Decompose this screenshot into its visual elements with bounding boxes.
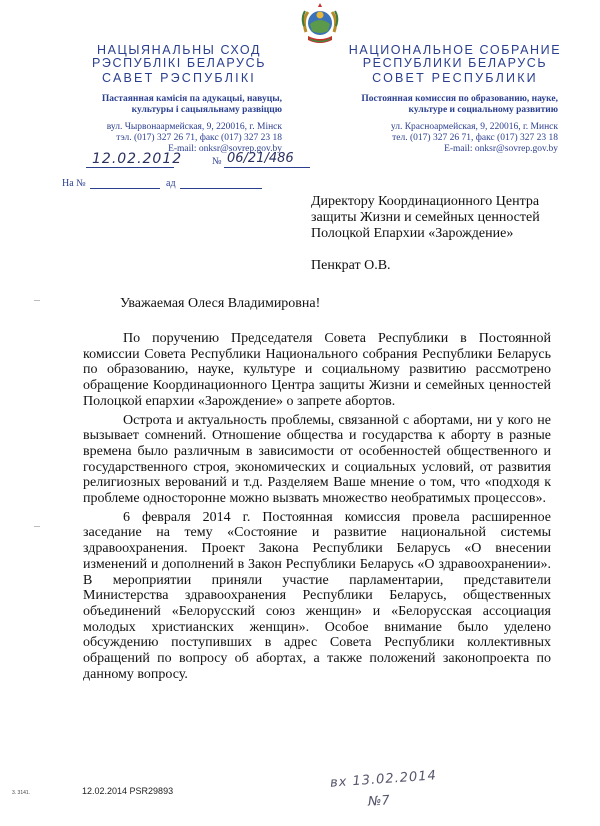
phone: тэл. (017) 327 26 71, факс (017) 327 23 18	[116, 133, 282, 143]
address: ул. Красноармейская, 9, 220016, г. Минск	[390, 122, 558, 132]
number-label: №	[212, 156, 222, 167]
recipient-block	[311, 194, 581, 274]
number-underline	[224, 167, 310, 168]
letterhead-belarusian	[64, 44, 294, 155]
reference-from-label: ад	[166, 178, 176, 189]
address: вул. Чырвонаармейская, 9, 220016, г. Мінск	[106, 122, 282, 132]
paragraph-1: По поручению Председателя Совета Республики в Постоянной комиссии Совета Республики Национального собрания Республики Беларусь по образованию, науке, культуре и социальному развитию рассмотрено обращение Координационного Центра защиты Жизни и семейных ценностей Полоцкой епархии «Зарождение» о запрете абортов.	[83, 331, 551, 409]
org-name-line3: САВЕТ РЭСПУБЛІКІ	[102, 71, 256, 85]
reference-line	[62, 178, 342, 194]
commission-name: Пастаянная камісія па адукацыі, навуцы, культуры і сацыяльнаму развіццю	[101, 94, 282, 115]
reference-underline	[90, 188, 160, 189]
email: E-mail: onksr@sovrep.gov.by	[444, 144, 558, 154]
org-name-line3: СОВЕТ РЕСПУБЛИКИ	[372, 71, 538, 85]
recipient-line3: Полоцкой Епархии «Зарождение»	[311, 226, 514, 241]
org-name-line1: НАЦИОНАЛЬНОЕ СОБРАНИЕ	[348, 43, 562, 57]
document-code: 12.02.2014 PSR29893	[82, 786, 174, 796]
letterhead-russian	[330, 44, 580, 155]
reference-label: На №	[62, 178, 86, 189]
salutation: Уважаемая Олеся Владимировна!	[120, 296, 321, 311]
incoming-stamp-number: №7	[367, 793, 391, 810]
commission-name: Постоянная комиссия по образованию, науке, культуре и социальному развитию	[361, 94, 558, 115]
org-name-line2: РЭСПУБЛІКІ БЕЛАРУСЬ	[91, 56, 267, 70]
phone: тел. (017) 327 26 71, факс (017) 327 23 18	[392, 133, 558, 143]
scan-artifact	[34, 526, 40, 527]
coat-of-arms-emblem	[298, 2, 342, 48]
recipient-line2: защиты Жизни и семейных ценностей	[311, 210, 540, 225]
date-underline	[86, 167, 174, 168]
handwritten-number: 06/21/486	[227, 151, 294, 166]
org-name-line1: НАЦЫЯНАЛЬНЫ СХОД	[96, 43, 262, 57]
paragraph-2: Острота и актуальность проблемы, связанной с абортами, ни у кого не вызывает сомнений. Отношение общества и государства к аборту в разные времена было различным в зависимости от особенностей общественного и государственного строя, экономических и социальных условий, от развития религиозных верований и т.д. Разделяем Ваше мнение о том, что «подходя к проблеме односторонне можно вызвать множество необратимых процессов».	[83, 412, 551, 507]
recipient-name: Пенкрат О.В.	[311, 258, 391, 273]
recipient-line1: Директору Координационного Центра	[311, 194, 540, 209]
email: E-mail: onksr@sovrep.gov.by	[168, 144, 282, 154]
registration-line	[62, 151, 332, 175]
paragraph-3: 6 февраля 2014 г. Постоянная комиссия провела расширенное заседание на тему «Состояние и развитие национальной системы здравоохранения. Проект Закона Республики Беларусь «О внесении изменений и дополнений в Закон Республики Беларусь «О здравоохранении». В мероприятии приняли участие парламентарии, представители Министерства здравоохранения Республики Беларусь, общественных объединений «Белорусский союз женщин» и «Белорусская ассоциация молодых христианских женщин». Особое внимание было уделено обсуждению поступивших в адрес Совета Республики коллективных обращений по вопросу об абортах, а также положений законопроекта по данному вопросу.	[83, 509, 551, 682]
scan-artifact	[34, 300, 40, 301]
reference-from-underline	[180, 188, 262, 189]
handwritten-date: 12.02.2012	[92, 151, 183, 167]
incoming-stamp-date: вх 13.02.2014	[329, 768, 438, 791]
corner-mark: 3. 3141.	[12, 790, 31, 796]
org-name-line2: РЕСПУБЛИКИ БЕЛАРУСЬ	[362, 56, 548, 70]
letter-body	[83, 331, 551, 685]
